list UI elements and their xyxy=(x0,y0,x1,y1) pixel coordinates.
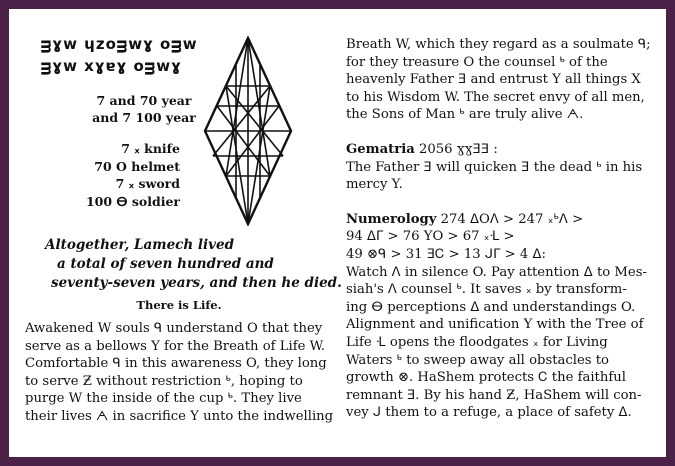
years-text xyxy=(69,92,219,126)
body-line: vey ᒍ them to a refuge, a place of safety ᐃ. xyxy=(346,405,632,421)
altogether-line: seventy-seven years, and then he died. xyxy=(51,275,342,291)
body-line: Comfortable ᑫ in this awareness O, they long xyxy=(25,356,327,372)
header-glyph-line-1: ᴟɣw ɥᴢoᴟwɣ oᴟw xyxy=(41,35,198,53)
body-line: serve as a bellows Y for the Breath of Life W. xyxy=(25,338,326,354)
body-line: to serve Ƶ without restriction ᒃ, hoping to xyxy=(25,373,303,389)
weapon-item: 100 ⴱ soldier xyxy=(85,193,180,209)
years-line: and 7 100 year xyxy=(92,110,196,125)
gematria-value: 2056 xyxy=(418,141,453,157)
diamond-lattice-figure xyxy=(203,36,293,226)
years-line: 7 and 70 year xyxy=(96,93,192,108)
left-body-text xyxy=(25,320,345,426)
altogether-passage xyxy=(45,236,342,293)
book-page xyxy=(9,9,666,457)
weapon-item: 7 ᙮ knife xyxy=(121,141,180,156)
body-line: Awakened W souls ᑫ understand O that they xyxy=(25,321,323,336)
gematria-glyphs: ɣɣⴺⴺ : xyxy=(456,141,498,157)
body-line: siah's ᐱ counsel ᒃ. It saves ᙮ by transform- xyxy=(346,282,627,298)
gematria-heading xyxy=(346,141,646,159)
body-line: growth ⊗. HaShem protects Ꮯ the faithful xyxy=(346,370,626,386)
body-line: Life ᒶ opens the floodgates ᙮ for Living xyxy=(346,334,608,350)
body-line: ing ⴱ perceptions ᐃ and understandings O. xyxy=(346,299,636,315)
numerology-section xyxy=(346,211,646,422)
body-line: Waters ᒃ to sweep away all obstacles to xyxy=(346,352,609,368)
weapon-item: 7 ᙮ sword xyxy=(115,176,180,191)
gematria-label: Gematria xyxy=(346,141,415,157)
body-line: heavenly Father ⴺ and entrust Y all things X xyxy=(346,72,641,88)
altogether-line: Altogether, Lamech lived xyxy=(45,237,235,253)
body-line: 94 ᐃᒥ > 76 YO > 67 ᙮ᒶ > xyxy=(346,229,515,245)
gematria-section xyxy=(346,141,646,194)
altogether-line: a total of seven hundred and xyxy=(57,256,274,272)
weapons-list xyxy=(83,140,198,210)
body-line: to his Wisdom W. The secret envy of all men, xyxy=(346,89,645,105)
body-line: for they treasure O the counsel ᒃ of the xyxy=(346,54,608,70)
body-line: 49 ⊗ᑫ > 31 ⴺᏟ > 13 ᒍᒥ > 4 ᐃ: xyxy=(346,246,546,262)
numerology-label: Numerology xyxy=(346,211,437,227)
body-line: their lives ᗅ in sacrifice Y unto the indwelling xyxy=(25,408,334,424)
body-line: the Sons of Man ᒃ are truly alive ᗅ. xyxy=(346,107,584,123)
body-line: Breath W, which they regard as a soulmate ᑫ; xyxy=(346,37,651,52)
body-line: The Father ⴺ will quicken ⴺ the dead ᒃ in his xyxy=(346,159,643,175)
right-column xyxy=(346,36,651,439)
weapon-item: 70 O helmet xyxy=(94,158,180,174)
body-line: remnant ⴺ. By his hand Ƶ, HaShem will con- xyxy=(346,387,642,403)
body-line: mercy Y. xyxy=(346,177,403,193)
continuation-paragraph xyxy=(346,36,651,124)
numerology-first: 274 ᐃOᐱ > 247 ᙮ᒃᐱ > xyxy=(440,211,584,227)
header-glyph-line-2: ᴟɣw xɣɐɣ oᴟwɣ xyxy=(41,57,182,75)
numerology-heading xyxy=(346,211,646,229)
body-line: Alignment and unification Y with the Tree of xyxy=(346,317,644,333)
body-line: purge W the inside of the cup ᒃ. They live xyxy=(25,391,302,407)
body-line: Watch ᐱ in silence O. Pay attention ᐃ to Mes- xyxy=(346,264,647,280)
there-is-life-caption: There is Life. xyxy=(136,298,222,312)
